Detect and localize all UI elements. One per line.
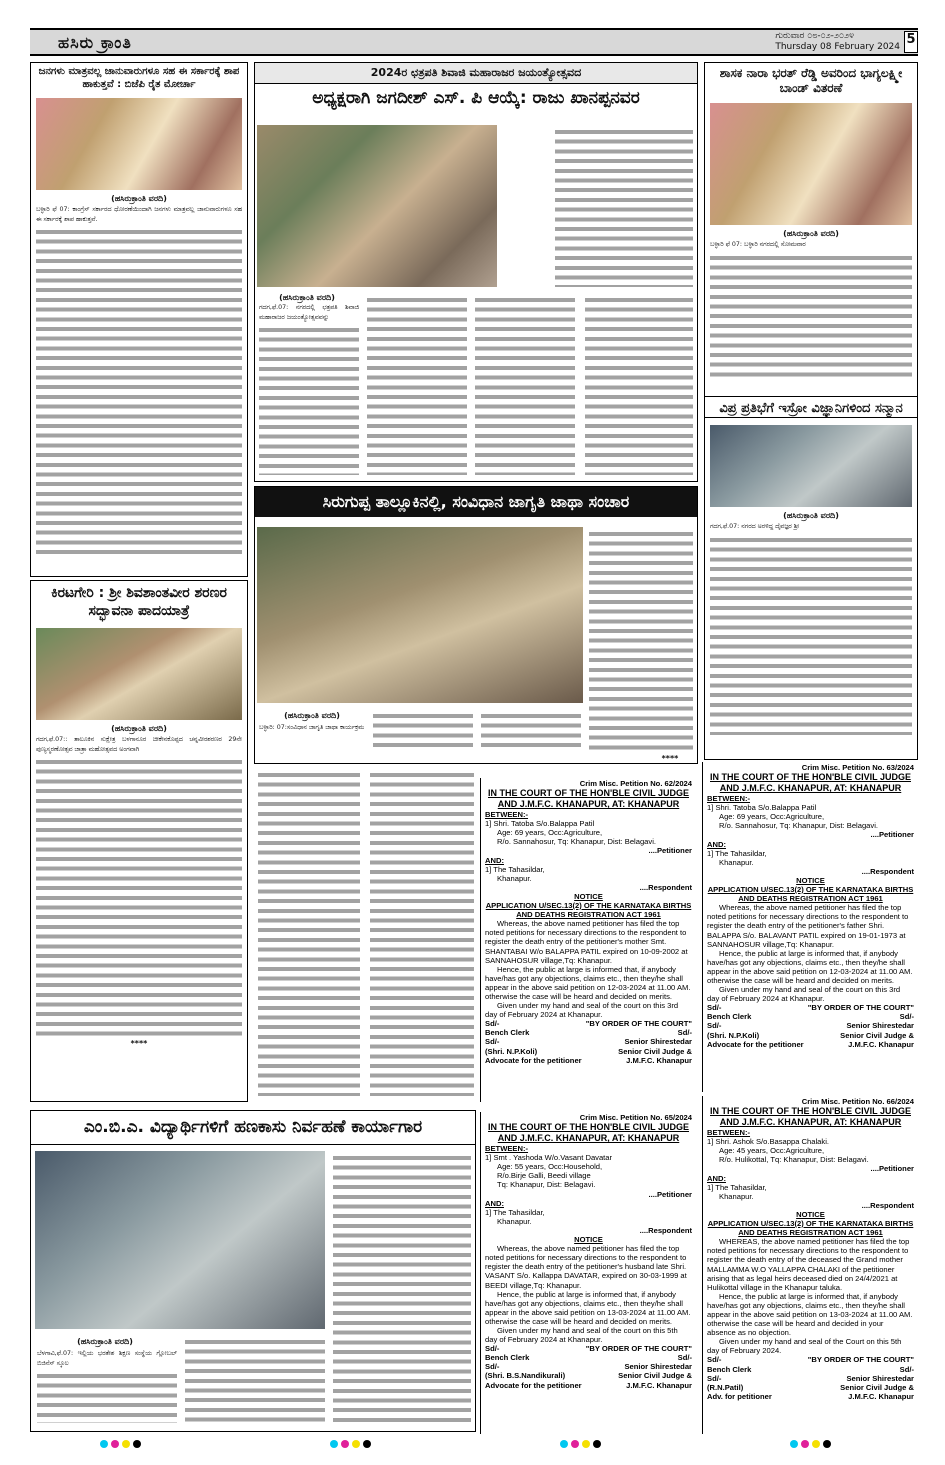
notice-petitioner-line: R/o.Birje Galli, Beedi village xyxy=(497,1171,591,1181)
court-notice-62 xyxy=(480,778,696,1102)
notice-hence: Hence, the public at large is informed that, if anybody have/has got any objections, claims etc., then they/he shall appear in the above said petition on 12-03-2024 at 11.00 AM. otherwise the case will be heard and decided on merits. xyxy=(707,948,913,985)
notice-respondent-line: 1] The Tahasildar, xyxy=(485,864,545,874)
black-mark xyxy=(593,1440,601,1448)
notice-petition-number: Crim Misc. Petition No. 62/2024 xyxy=(579,779,692,788)
notice-petitioner-tag: ....Petitioner xyxy=(870,1164,914,1174)
notice-respondent-tag: ....Respondent xyxy=(861,866,914,876)
bharath-reddy-body xyxy=(710,253,912,381)
notice-respondent-tag: ....Respondent xyxy=(861,1200,914,1210)
cyan-mark xyxy=(790,1440,798,1448)
page-number: 5 xyxy=(904,31,918,53)
notice-sd: Sd/- xyxy=(707,1355,722,1365)
magenta-mark xyxy=(571,1440,579,1448)
notice-sd: Sd/- xyxy=(707,1021,722,1031)
court-notice-65 xyxy=(480,1112,696,1434)
notice-petitioner-line: Age: 69 years, Occ:Agriculture, xyxy=(719,812,825,822)
kirtageri-headline: ಕಿರಟಗೇರಿ : ಶ್ರೀ ಶಿವಶಾಂತವೀರ ಶರಣರ ಸದ್ಭಾವನಾ ಪಾದಯಾತ್ರೆ xyxy=(51,585,227,619)
notice-body: Whereas, the above named petitioner has filed the top noted petitions for necessary directions to the respondent to register the death entry of the petitioner's husband late Shri. VASANT S/o. Kallappa DAVATAR, expired on 30-03-1999 at BEEDI village,Tq: Khanapur. xyxy=(485,1244,687,1290)
mba-credit: (ಹಸಿರುಕ್ರಾಂತಿ ವರದಿ) xyxy=(77,1337,133,1346)
cyan-mark xyxy=(330,1440,338,1448)
notice-advocate-label: Advocate for the petitioner xyxy=(485,1380,582,1390)
yellow-mark xyxy=(582,1440,590,1448)
cyan-mark xyxy=(560,1440,568,1448)
notice-between: BETWEEN:- xyxy=(485,1144,529,1154)
notice-court: IN THE COURT OF THE HON'BLE CIVIL JUDGE AND J.M.F.C. KHANAPUR, AT: KHANAPUR xyxy=(710,772,911,794)
notice-sd: Sd/- xyxy=(485,1019,500,1029)
notice-advocate-label: Advocate for the petitioner xyxy=(485,1055,582,1065)
kirtageri-lead: ಗದಗ,ಫೆ.07:: ತಾಲೂಕಿನ ಸುಕ್ಷೇತ್ರ ಬಳಗಾನೂರ ಚೀಕೇನಕೊಪ್ಪದ ಚನ್ನವೀರಶರಣರ 29ನೇ ಪುಣ್ಯಸ್ಮರಣೋತ್ಸವ ಜಾತ್ರಾ ಮಹೋತ್ಸವದ ಅಂಗವಾಗಿ xyxy=(36,736,242,753)
notice-between: BETWEEN:- xyxy=(707,794,751,804)
notice-judge: Senior Civil Judge & xyxy=(840,1382,914,1392)
notice-advocate-label: Adv. for petitioner xyxy=(707,1391,772,1401)
shivaji-body-col3 xyxy=(475,295,575,475)
farmers-credit: (ಹಸಿರುಕ್ರಾಂತಿ ವರದಿ) xyxy=(111,194,167,203)
notice-petitioner-line: 1] Shri. Tatoba S/o.Balappa Patil xyxy=(485,819,595,829)
siruguppa-headline: ಸಿರುಗುಪ್ಪ ತಾಲ್ಲೂಕಿನಲ್ಲಿ, ಸಂವಿಧಾನ ಜಾಗೃತಿ ಜಾಥಾ ಸಂಚಾರ xyxy=(255,487,697,517)
bharath-reddy-photo xyxy=(710,103,912,225)
notice-bench-clerk: Bench Clerk xyxy=(485,1028,530,1038)
shivaji-credit: (ಹಸಿರುಕ್ರಾಂತಿ ವರದಿ) xyxy=(279,293,335,302)
notice-and: AND: xyxy=(485,1198,504,1208)
magenta-mark xyxy=(341,1440,349,1448)
notice-and: AND: xyxy=(707,839,726,849)
yellow-mark xyxy=(122,1440,130,1448)
notice-judge: Senior Civil Judge & xyxy=(840,1030,914,1040)
notice-petitioner-line: Tq: Khanapur, Dist: Belagavi. xyxy=(497,1180,596,1190)
black-mark xyxy=(823,1440,831,1448)
notice-shirestedar: Senior Shirestedar xyxy=(624,1362,692,1372)
notice-order: "BY ORDER OF THE COURT" xyxy=(585,1344,692,1354)
notice-order: "BY ORDER OF THE COURT" xyxy=(807,1355,914,1365)
siruguppa-end-mark: **** xyxy=(661,754,679,763)
shivaji-headline: ಅಧ್ಯಕ್ಷರಾಗಿ ಜಗದೀಶ್ ಎಸ್. ಪಿ ಆಯ್ಕೆ: ರಾಜು ಖಾನಪ್ಪನವರ xyxy=(312,87,640,108)
notice-advocate: (R.N.Patil) xyxy=(707,1382,744,1392)
shivaji-photo xyxy=(257,125,497,287)
notice-between: BETWEEN:- xyxy=(707,1128,751,1138)
masthead xyxy=(30,28,918,56)
mba-photo xyxy=(35,1151,325,1329)
notice-petitioner-line: R/o. Sannahosur, Tq: Khanapur, Dist: Belagavi. xyxy=(719,821,879,831)
black-mark xyxy=(363,1440,371,1448)
notice-respondent-line: Khanapur. xyxy=(497,873,532,883)
notice-court: IN THE COURT OF THE HON'BLE CIVIL JUDGE AND J.M.F.C. KHANAPUR, AT: KHANAPUR xyxy=(488,788,689,810)
siruguppa-credit: (ಹಸಿರುಕ್ರಾಂತಿ ವರದಿ) xyxy=(284,711,340,720)
notice-respondent-line: Khanapur. xyxy=(497,1216,532,1226)
isro-lead: ಗದಗ,ಫೆ.07: ನಗರದ ಅರಳಿದ್ದ ದೈವಜ್ಞರ ಶ್ರೀ xyxy=(710,523,800,531)
notice-advocate: (Shri. N.P.Koli) xyxy=(485,1046,538,1056)
notice-application-title: APPLICATION U/SEC.13(2) OF THE KARNATAKA BIRTHS AND DEATHS REGISTRATION ACT 1961 xyxy=(485,901,692,920)
notice-petitioner-tag: ....Petitioner xyxy=(648,1189,692,1199)
notice-petitioner-line: 1] Shri. Tatoba S/o.Balappa Patil xyxy=(707,803,817,813)
notice-sd: Sd/- xyxy=(677,1353,692,1363)
kirtageri-article xyxy=(30,580,248,1102)
siruguppa-body-col3 xyxy=(481,711,581,751)
yellow-mark xyxy=(812,1440,820,1448)
bharath-reddy-credit: (ಹಸಿರುಕ್ರಾಂತಿ ವರದಿ) xyxy=(783,229,839,238)
notice-petitioner-line: R/o. Sannahosur, Tq: Khanapur, Dist: Belagavi. xyxy=(497,837,657,847)
notice-and: AND: xyxy=(707,1173,726,1183)
shivaji-body-col2 xyxy=(367,295,467,475)
notice-hence: Hence, the public at large is informed that, if anybody have/has got any objections, claims etc., then they/he shall appear in the above said petition on 13-03-2024 at 11.00 AM. otherwise the case will be heard and decided on merits. xyxy=(485,1289,691,1326)
siruguppa-cont-col2 xyxy=(370,770,474,1096)
mba-article xyxy=(30,1110,476,1432)
notice-bench-clerk: Bench Clerk xyxy=(485,1353,530,1363)
notice-sd: Sd/- xyxy=(485,1362,500,1372)
notice-advocate: (Shri. B.S.Nandikurali) xyxy=(485,1371,566,1381)
farmers-photo xyxy=(36,98,242,190)
notice-jmfc: J.M.F.C. Khanapur xyxy=(626,1055,692,1065)
notice-sd: Sd/- xyxy=(899,1012,914,1022)
notice-jmfc: J.M.F.C. Khanapur xyxy=(626,1380,692,1390)
notice-hence: Hence, the public at large is informed that, if anybody have/has got any objections, claims etc., then they/he shall appear in the above said petition on 12-03-2024 at 11.00 AM. otherwise the case will be heard and decided on merits. xyxy=(485,964,691,1001)
issue-date-kn: ಗುರುವಾರ ೦೮-೦೨-೨೦೨೪ xyxy=(775,31,855,41)
paper-name: ಹಸಿರು ಕ್ರಾಂತಿ xyxy=(58,33,132,52)
notice-shirestedar: Senior Shirestedar xyxy=(846,1021,914,1031)
notice-court: IN THE COURT OF THE HON'BLE CIVIL JUDGE AND J.M.F.C. KHANAPUR, AT: KHANAPUR xyxy=(488,1122,689,1144)
notice-label: NOTICE xyxy=(574,1235,603,1245)
notice-petition-number: Crim Misc. Petition No. 66/2024 xyxy=(801,1097,914,1106)
notice-advocate-label: Advocate for the petitioner xyxy=(707,1039,804,1049)
shivaji-article xyxy=(254,62,698,482)
isro-headline: ವಿಪ್ರ ಪ್ರತಿಭೆಗೆ ಇಸ್ರೋ ವಿಜ್ಞಾನಿಗಳಿಂದ ಸನ್ಮಾನ xyxy=(719,401,903,416)
siruguppa-lead: ಬಳ್ಳಾರಿ: 07:ಸಂವಿಧಾನ ಜಾಗೃತಿ ಜಾಥಾ ಕಾರ್ಯಕ್ರಮ xyxy=(259,724,365,731)
registration-marks-right xyxy=(790,1440,831,1448)
notice-respondent-line: 1] The Tahasildar, xyxy=(707,848,767,858)
notice-petitioner-line: Age: 45 years, Occ:Agriculture, xyxy=(719,1146,825,1156)
shivaji-body-col4 xyxy=(585,295,693,475)
registration-marks-mid xyxy=(560,1440,601,1448)
notice-given: Given under my hand and seal of the court on this 3rd day of February 2024 at Khanapur. xyxy=(485,1001,679,1020)
notice-sd: Sd/- xyxy=(485,1344,500,1354)
bharath-reddy-lead: ಬಳ್ಳಾರಿ ಫೆ 07: ಬಳ್ಳಾರಿ ನಗರದಲ್ಲಿ ಸೋಮವಾರ xyxy=(710,241,806,248)
shivaji-kicker: 2024ರ ಛತ್ರಪತಿ ಶಿವಾಜಿ ಮಹಾರಾಜರ ಜಯಂತ್ಯೋತ್ಸವದ xyxy=(255,63,697,84)
notice-petitioner-line: R/o. Hulikottal, Tq: Khanapur, Dist: Belagavi. xyxy=(719,1155,869,1165)
notice-respondent-line: Khanapur. xyxy=(719,1191,754,1201)
notice-respondent-line: 1] The Tahasildar, xyxy=(707,1182,767,1192)
notice-given: Given under my hand and seal of the court on this 5th day of February 2024 at Khanapur. xyxy=(485,1325,678,1345)
issue-date xyxy=(775,31,900,53)
notice-label: NOTICE xyxy=(796,875,825,885)
mba-body-col1 xyxy=(37,1371,177,1423)
notice-body: Whereas, the above named petitioner has filed the top noted petitions for necessary directions to the respondent to register the death entry of the petitioner's father Shri. BALAPPA S/o. BALAVANT PATIL expired on 19-01-1973 at SANNAHOSUR village,Tq: Khanapur. xyxy=(707,903,909,949)
mba-body-right xyxy=(333,1153,471,1423)
kirtageri-body xyxy=(36,757,242,1037)
notice-bench-clerk: Bench Clerk xyxy=(707,1364,752,1374)
siruguppa-continued xyxy=(254,766,478,1102)
notice-sd: Sd/- xyxy=(677,1028,692,1038)
notice-court: IN THE COURT OF THE HON'BLE CIVIL JUDGE AND J.M.F.C. KHANAPUR, AT: KHANAPUR xyxy=(710,1106,911,1128)
farmers-lead: ಬಳ್ಳಾರಿ ಫೆ 07: ಕಾಂಗ್ರೆಸ್ ಸರ್ಕಾರದ ಧೋರಣೆಯಿಂದಾಗಿ ಜನಗಳು ಮಾತ್ರವಲ್ಲ ಜಾನುವಾರುಗಳೂ ಸಹ ಈ ಸರ್ಕಾರಕ್ಕೆ ಶಾಪ ಹಾಕುತ್ತವೆ. xyxy=(36,206,242,223)
isro-photo xyxy=(710,425,912,507)
bharath-reddy-headline: ಶಾಸಕ ನಾರಾ ಭರತ್ ರೆಡ್ಡಿ ಅವರಿಂದ ಭಾಗ್ಯಲಕ್ಷ್ಮೀ ಬಾಂಡ್ ವಿತರಣೆ xyxy=(719,66,903,95)
notice-petitioner-line: 1] Shri. Ashok S/o.Basappa Chalaki. xyxy=(707,1137,829,1147)
siruguppa-body-right xyxy=(589,529,693,751)
notice-sd: Sd/- xyxy=(707,1003,722,1013)
notice-hence: Hence, the public at large is informed that, if anybody have/has got any objections, claims etc., then they/he shall appear in the above said petition on 13-03-2024 at 11.00 AM. otherwise the case will be heard and decided in your absence as no objection. xyxy=(707,1291,913,1338)
notice-between: BETWEEN:- xyxy=(485,810,529,820)
siruguppa-photo xyxy=(257,527,583,703)
notice-petitioner-tag: ....Petitioner xyxy=(648,846,692,856)
notice-jmfc: J.M.F.C. Khanapur xyxy=(848,1039,914,1049)
notice-petition-number: Crim Misc. Petition No. 65/2024 xyxy=(579,1113,692,1122)
siruguppa-article xyxy=(254,486,698,764)
registration-marks-center xyxy=(330,1440,371,1448)
court-notice-66 xyxy=(702,1096,918,1434)
notice-given: Given under my hand and seal of the court on this 3rd day of February 2024 at Khanapur. xyxy=(707,985,901,1004)
isro-article xyxy=(704,396,918,760)
magenta-mark xyxy=(111,1440,119,1448)
notice-given: Given under my hand and seal of the Court on this 5th day of February 2024. xyxy=(707,1337,902,1356)
siruguppa-body-col2 xyxy=(373,711,473,751)
notice-application-title: APPLICATION U/SEC.13(2) OF THE KARNATAKA BIRTHS AND DEATHS REGISTRATION ACT 1961 xyxy=(707,885,914,904)
shivaji-body-col1 xyxy=(259,325,359,475)
notice-petitioner-tag: ....Petitioner xyxy=(870,830,914,840)
siruguppa-cont-col1 xyxy=(258,770,360,1096)
kirtageri-end-mark: **** xyxy=(130,1039,148,1049)
kirtageri-credit: (ಹಸಿರುಕ್ರಾಂತಿ ವರದಿ) xyxy=(111,724,167,733)
farmers-body xyxy=(36,227,242,557)
yellow-mark xyxy=(352,1440,360,1448)
registration-marks-left xyxy=(100,1440,141,1448)
black-mark xyxy=(133,1440,141,1448)
farmers-headline: ಜನಗಳು ಮಾತ್ರವಲ್ಲ ಜಾನುವಾರುಗಳೂ ಸಹ ಈ ಸರ್ಕಾರಕ್ಕೆ ಶಾಪ ಹಾಕುತ್ತವೆ : ಬಿಜೆಪಿ ರೈತ ಮೋರ್ಚಾ xyxy=(38,66,240,90)
notice-jmfc: J.M.F.C. Khanapur xyxy=(848,1391,914,1401)
notice-respondent-tag: ....Respondent xyxy=(639,1225,692,1235)
notice-body: Whereas, the above named petitioner has filed the top noted petitions for necessary directions to the respondent to register the death entry of the petitioner's mother Smt. SHANTABAI W/o BALAPPA PATIL expired on 10-09-2002 at SANNAHOSUR village,Tq: Khanapur. xyxy=(485,919,688,965)
notice-body: WHEREAS, the above named petitioner has filed the top noted petitions for necessary directions to the respondent to register the death entry of the deceased the Grand mother MALLAMMA W.O YALLAPPA CHALAKI of the petitioner arising that as legal heirs deceased died on 24/4/2021 at Hulikottal village in the Khanapur taluka. xyxy=(707,1237,910,1292)
court-notice-63 xyxy=(702,762,918,1092)
notice-petitioner-line: Age: 55 years, Occ:Household, xyxy=(497,1162,603,1172)
notice-shirestedar: Senior Shirestedar xyxy=(846,1373,914,1383)
issue-date-en: Thursday 08 February 2024 xyxy=(775,42,900,52)
magenta-mark xyxy=(801,1440,809,1448)
notice-respondent-tag: ....Respondent xyxy=(639,882,692,892)
notice-sd: Sd/- xyxy=(485,1037,500,1047)
mba-lead: ಬೆಳಗಾವಿ,ಫೆ.07: ಇಲ್ಲಿಯ ಭರತೇಶ ಶಿಕ್ಷಣ ಸಂಸ್ಥೆಯ ಗ್ಲೋಬಲ್ ಬಿಜಿನೆಸ್ ಸ್ಕೂಲ xyxy=(37,1350,177,1367)
notice-petition-number: Crim Misc. Petition No. 63/2024 xyxy=(801,763,914,772)
notice-respondent-line: 1] The Tahasildar, xyxy=(485,1207,545,1217)
notice-petitioner-line: 1] Smt . Yashoda W/o.Vasant Davatar xyxy=(485,1153,613,1163)
kirtageri-photo xyxy=(36,628,242,720)
notice-application-title: APPLICATION U/SEC.13(2) OF THE KARNATAKA BIRTHS AND DEATHS REGISTRATION ACT 1961 xyxy=(707,1219,914,1238)
notice-and: AND: xyxy=(485,855,504,865)
notice-judge: Senior Civil Judge & xyxy=(618,1371,692,1381)
cyan-mark xyxy=(100,1440,108,1448)
notice-advocate: (Shri. N.P.Koli) xyxy=(707,1030,760,1040)
notice-order: "BY ORDER OF THE COURT" xyxy=(585,1019,692,1029)
notice-judge: Senior Civil Judge & xyxy=(618,1046,692,1056)
notice-label: NOTICE xyxy=(574,891,603,901)
mba-headline: ಎಂ.ಬಿ.ಎ. ವಿದ್ಯಾರ್ಥಿಗಳಿಗೆ ಹಣಕಾಸು ನಿರ್ವಹಣೆ ಕಾರ್ಯಾಗಾರ xyxy=(31,1111,475,1145)
notice-sd: Sd/- xyxy=(707,1373,722,1383)
notice-order: "BY ORDER OF THE COURT" xyxy=(807,1003,914,1013)
isro-body xyxy=(710,535,912,735)
notice-sd: Sd/- xyxy=(899,1364,914,1374)
farmers-article xyxy=(30,62,248,577)
shivaji-body-right xyxy=(555,127,693,287)
mba-body-col2 xyxy=(185,1337,325,1423)
notice-shirestedar: Senior Shirestedar xyxy=(624,1037,692,1047)
notice-label: NOTICE xyxy=(796,1209,825,1219)
notice-petitioner-line: Age: 69 years, Occ:Agriculture, xyxy=(497,828,603,838)
isro-credit: (ಹಸಿರುಕ್ರಾಂತಿ ವರದಿ) xyxy=(783,511,839,521)
notice-respondent-line: Khanapur. xyxy=(719,857,754,867)
shivaji-lead: ಗದಗ,ಫೆ.07: ನಗರದಲ್ಲಿ ಛತ್ರಪತಿ ಶಿವಾಜಿ ಮಹಾರಾಜರ ಜಯಂತ್ಯೋತ್ಸವವನ್ನು xyxy=(259,304,359,321)
notice-bench-clerk: Bench Clerk xyxy=(707,1012,752,1022)
bharath-reddy-article xyxy=(704,62,918,418)
